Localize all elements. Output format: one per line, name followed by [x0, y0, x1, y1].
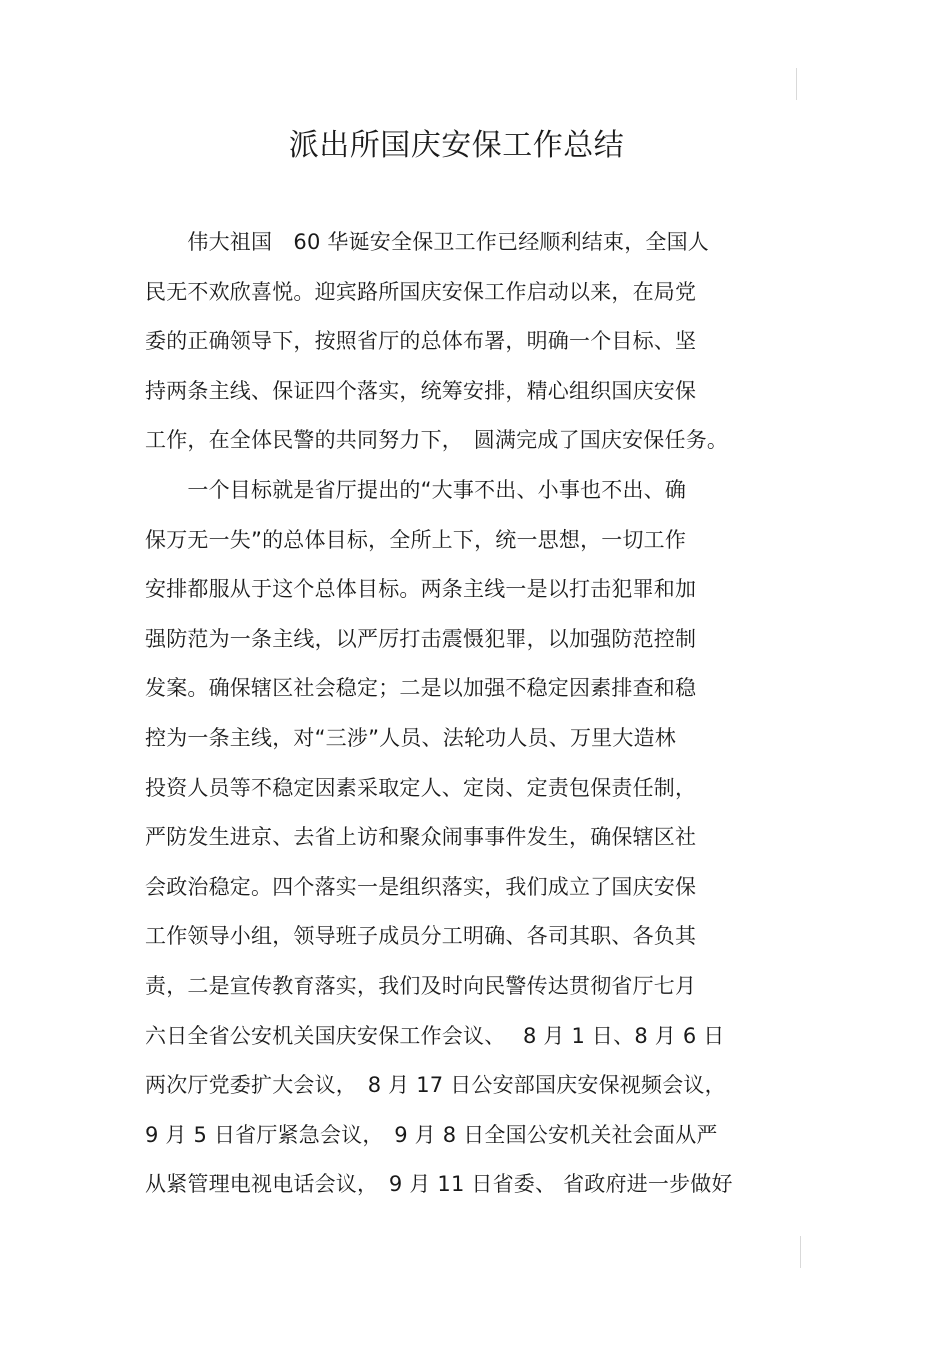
text-line: 会政治稳定。四个落实一是组织落实，我们成立了国庆安保: [145, 874, 697, 899]
text-line: 9 月 5 日省厅紧急会议， 9 月 8 日全国公安机关社会面从严: [145, 1122, 718, 1147]
text-line: 委的正确领导下，按照省厅的总体布署，明确一个目标、坚: [145, 329, 697, 354]
text-line: 严防发生进京、去省上访和聚众闹事事件发生，确保辖区社: [145, 825, 697, 850]
text-line: 控为一条主线，对“三涉”人员、法轮功人员、万里大造林: [145, 725, 676, 750]
text-line: 投资人员等不稳定因素采取定人、定岗、定责包保责任制，: [145, 775, 697, 800]
document-title: 派出所国庆安保工作总结: [288, 128, 625, 163]
text-line: 从紧管理电视电话会议， 9 月 11 日省委、 省政府进一步做好: [145, 1172, 733, 1197]
text-line: 工作，在全体民警的共同努力下， 圆满完成了国庆安保任务。: [145, 428, 729, 453]
text-line: 伟大祖国 60 华诞安全保卫工作已经顺利结束，全国人: [145, 230, 709, 254]
text-line: 六日全省公安机关国庆安保工作会议、 8 月 1 日、8 月 6 日: [145, 1023, 725, 1048]
page-edge-mark-bottom: [800, 1236, 801, 1268]
text-line: 安排都服从于这个总体目标。两条主线一是以打击犯罪和加: [145, 577, 697, 602]
text-line: 工作领导小组，领导班子成员分工明确、各司其职、各负其: [145, 924, 697, 949]
text-line: 发案。确保辖区社会稳定；二是以加强不稳定因素排查和稳: [145, 676, 697, 701]
text-line: 责，二是宣传教育落实，我们及时向民警传达贯彻省厅七月: [145, 973, 697, 998]
text-line: 强防范为一条主线，以严厉打击震慑犯罪，以加强防范控制: [145, 626, 697, 651]
text-line: 持两条主线、保证四个落实，统筹安排，精心组织国庆安保: [145, 378, 697, 403]
text-line: 民无不欢欣喜悦。迎宾路所国庆安保工作启动以来，在局党: [145, 279, 697, 304]
text-line: 一个目标就是省厅提出的“大事不出、小事也不出、确: [145, 477, 687, 502]
text-line: 保万无一失”的总体目标，全所上下，统一思想，一切工作: [145, 527, 687, 552]
page-edge-mark-top: [796, 68, 797, 100]
text-line: 两次厅党委扩大会议， 8 月 17 日公安部国庆安保视频会议，: [145, 1073, 726, 1098]
document-body: [145, 226, 825, 1218]
